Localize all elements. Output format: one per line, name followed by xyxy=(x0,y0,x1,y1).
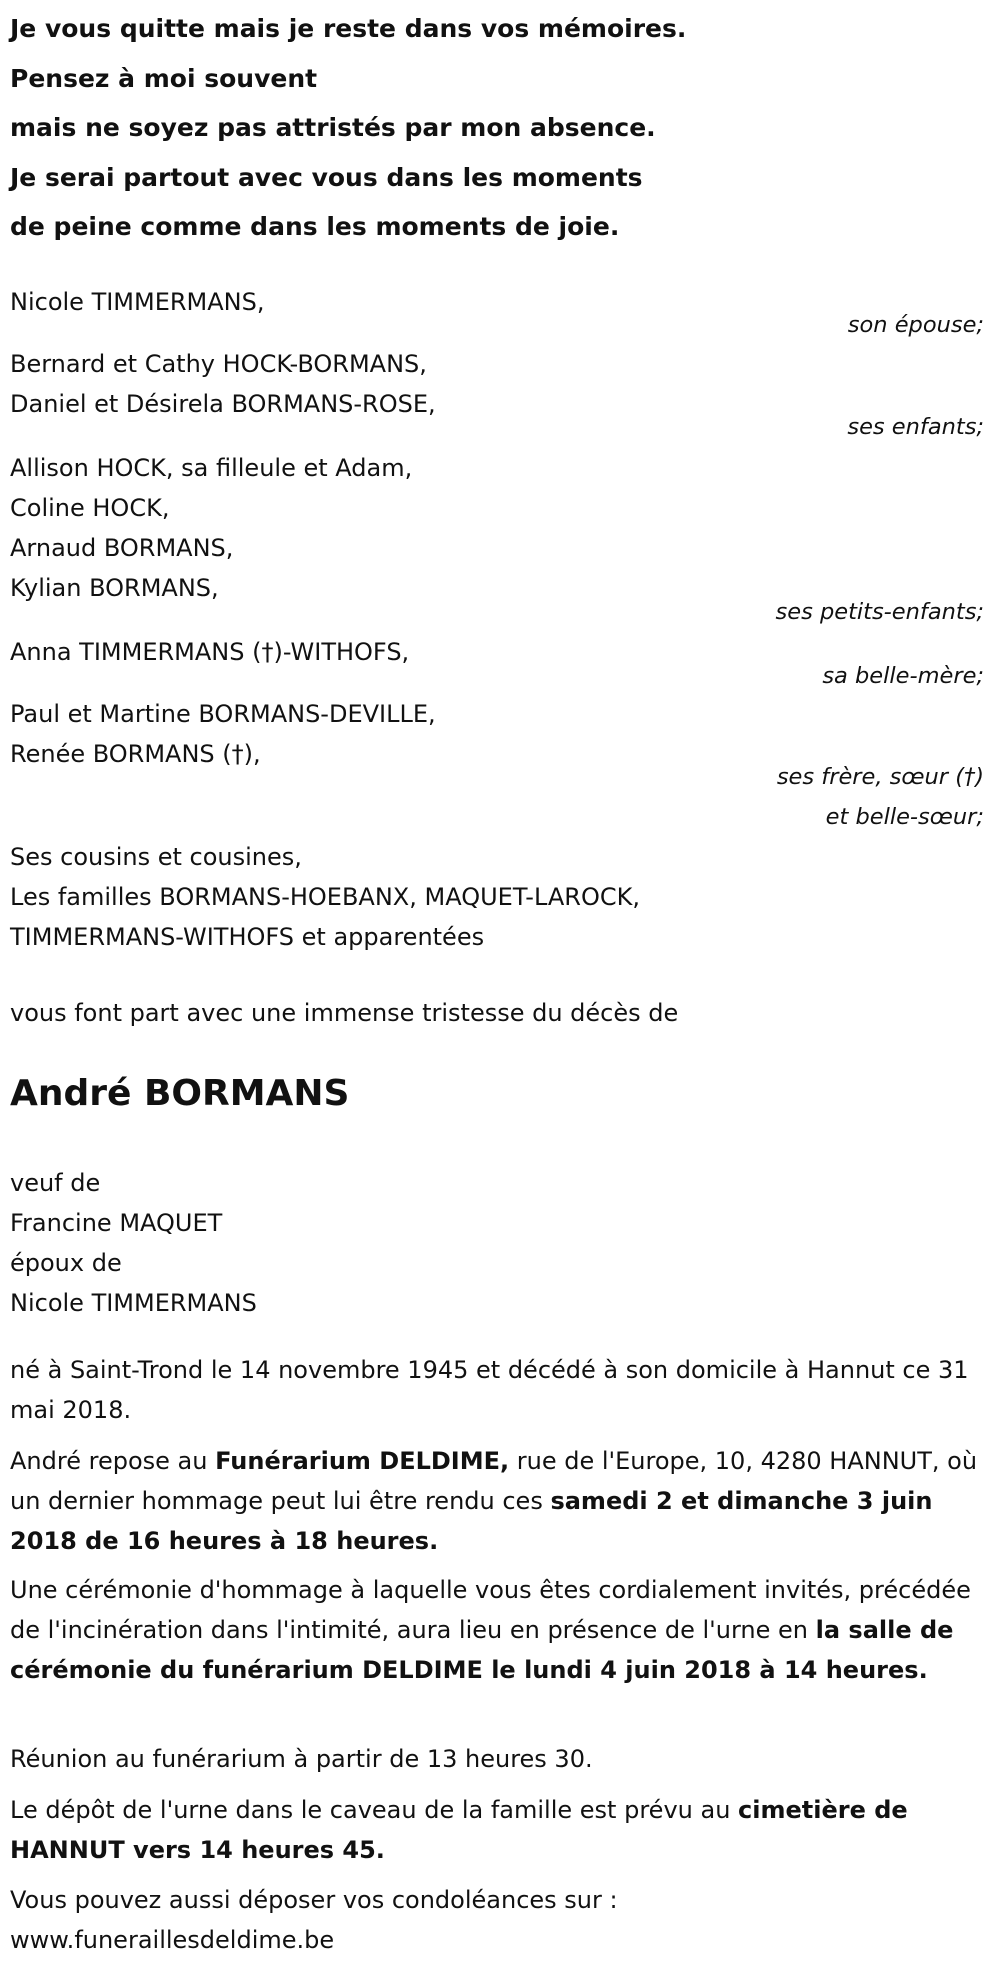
family-name: Kylian BORMANS, xyxy=(10,574,219,602)
family-name: Nicole TIMMERMANS, xyxy=(10,288,265,316)
marital-status xyxy=(10,1163,257,1323)
condolences-paragraph xyxy=(10,1880,992,1960)
relation-mother-in-law: sa belle-mère; xyxy=(822,663,984,689)
funerarium-paragraph xyxy=(10,1441,992,1561)
relation-siblings xyxy=(777,757,984,837)
family-name: Les familles BORMANS-HOEBANX, MAQUET-LAROCK, xyxy=(10,883,640,911)
text-span: Une cérémonie d'hommage à laquelle vous êtes cordialement invités, précédée de l'incinération dans l'intimité, aura lieu en présence de l'urne en xyxy=(10,1576,971,1644)
birth-death-paragraph: né à Saint-Trond le 14 novembre 1945 et décédé à son domicile à Hannut ce 31 mai 2018. xyxy=(10,1356,969,1424)
text-span: rue de l'Europe, 10, 4280 HANNUT, où un dernier hommage peut lui être rendu ces xyxy=(10,1447,978,1515)
bold-span: samedi 2 et dimanche 3 juin 2018 de 16 heures à 18 heures. xyxy=(10,1487,933,1555)
family-siblings xyxy=(10,694,436,774)
relation-children: ses enfants; xyxy=(847,414,984,440)
poem-line: mais ne soyez pas attristés par mon absence. xyxy=(10,113,656,142)
family-children xyxy=(10,344,436,424)
family-grandchildren xyxy=(10,448,412,608)
poem-line: Je vous quitte mais je reste dans vos mémoires. xyxy=(10,14,687,43)
family-name: TIMMERMANS-WITHOFS et apparentées xyxy=(10,923,485,951)
bold-span: Funérarium DELDIME, xyxy=(215,1447,510,1475)
website-link[interactable]: www.funeraillesdeldime.be xyxy=(10,1926,335,1954)
announcement: vous font part avec une immense tristesse du décès de xyxy=(10,999,679,1027)
text-span: André repose au xyxy=(10,1447,216,1475)
relation-line: ses frère, sœur (†) xyxy=(776,764,984,790)
urn-paragraph xyxy=(10,1790,992,1870)
relation-spouse: son épouse; xyxy=(847,312,984,338)
family-name: Anna TIMMERMANS (†)-WITHOFS, xyxy=(10,638,410,666)
family-name: Daniel et Désirela BORMANS-ROSE, xyxy=(10,390,436,418)
status-line: Nicole TIMMERMANS xyxy=(10,1289,257,1317)
bold-span: la salle de cérémonie du funérarium DELDIME le lundi 4 juin 2018 à 14 heures. xyxy=(10,1616,954,1684)
status-line: époux de xyxy=(10,1249,122,1277)
text-span: Le dépôt de l'urne dans le caveau de la famille est prévu au xyxy=(10,1796,739,1824)
poem-line: Pensez à moi souvent xyxy=(10,63,318,93)
status-line: Francine MAQUET xyxy=(10,1209,223,1237)
family-name: Coline HOCK, xyxy=(10,494,170,522)
ceremony-paragraph xyxy=(10,1570,992,1690)
poem-line: Je serai partout avec vous dans les moments xyxy=(10,162,643,192)
family-name: Ses cousins et cousines, xyxy=(10,843,302,871)
poem xyxy=(10,4,686,252)
family-others xyxy=(10,837,640,957)
deceased-name: André BORMANS xyxy=(10,1073,350,1114)
family-spouse xyxy=(10,282,265,322)
family-name: Arnaud BORMANS, xyxy=(10,534,234,562)
meeting-paragraph: Réunion au funérarium à partir de 13 heures 30. xyxy=(10,1745,593,1773)
family-name: Paul et Martine BORMANS-DEVILLE, xyxy=(10,700,436,728)
bold-span: cimetière de HANNUT vers 14 heures 45. xyxy=(10,1796,908,1864)
condolences-text: Vous pouvez aussi déposer vos condoléances sur : xyxy=(10,1886,618,1914)
family-name: Renée BORMANS (†), xyxy=(10,740,261,768)
family-name: Allison HOCK, sa filleule et Adam, xyxy=(10,454,413,482)
relation-line: et belle-sœur; xyxy=(825,804,984,830)
relation-grandchildren: ses petits-enfants; xyxy=(775,599,984,625)
status-line: veuf de xyxy=(10,1169,101,1197)
family-mother-in-law xyxy=(10,632,409,672)
family-name: Bernard et Cathy HOCK-BORMANS, xyxy=(10,350,427,378)
poem-line: de peine comme dans les moments de joie. xyxy=(10,212,620,241)
